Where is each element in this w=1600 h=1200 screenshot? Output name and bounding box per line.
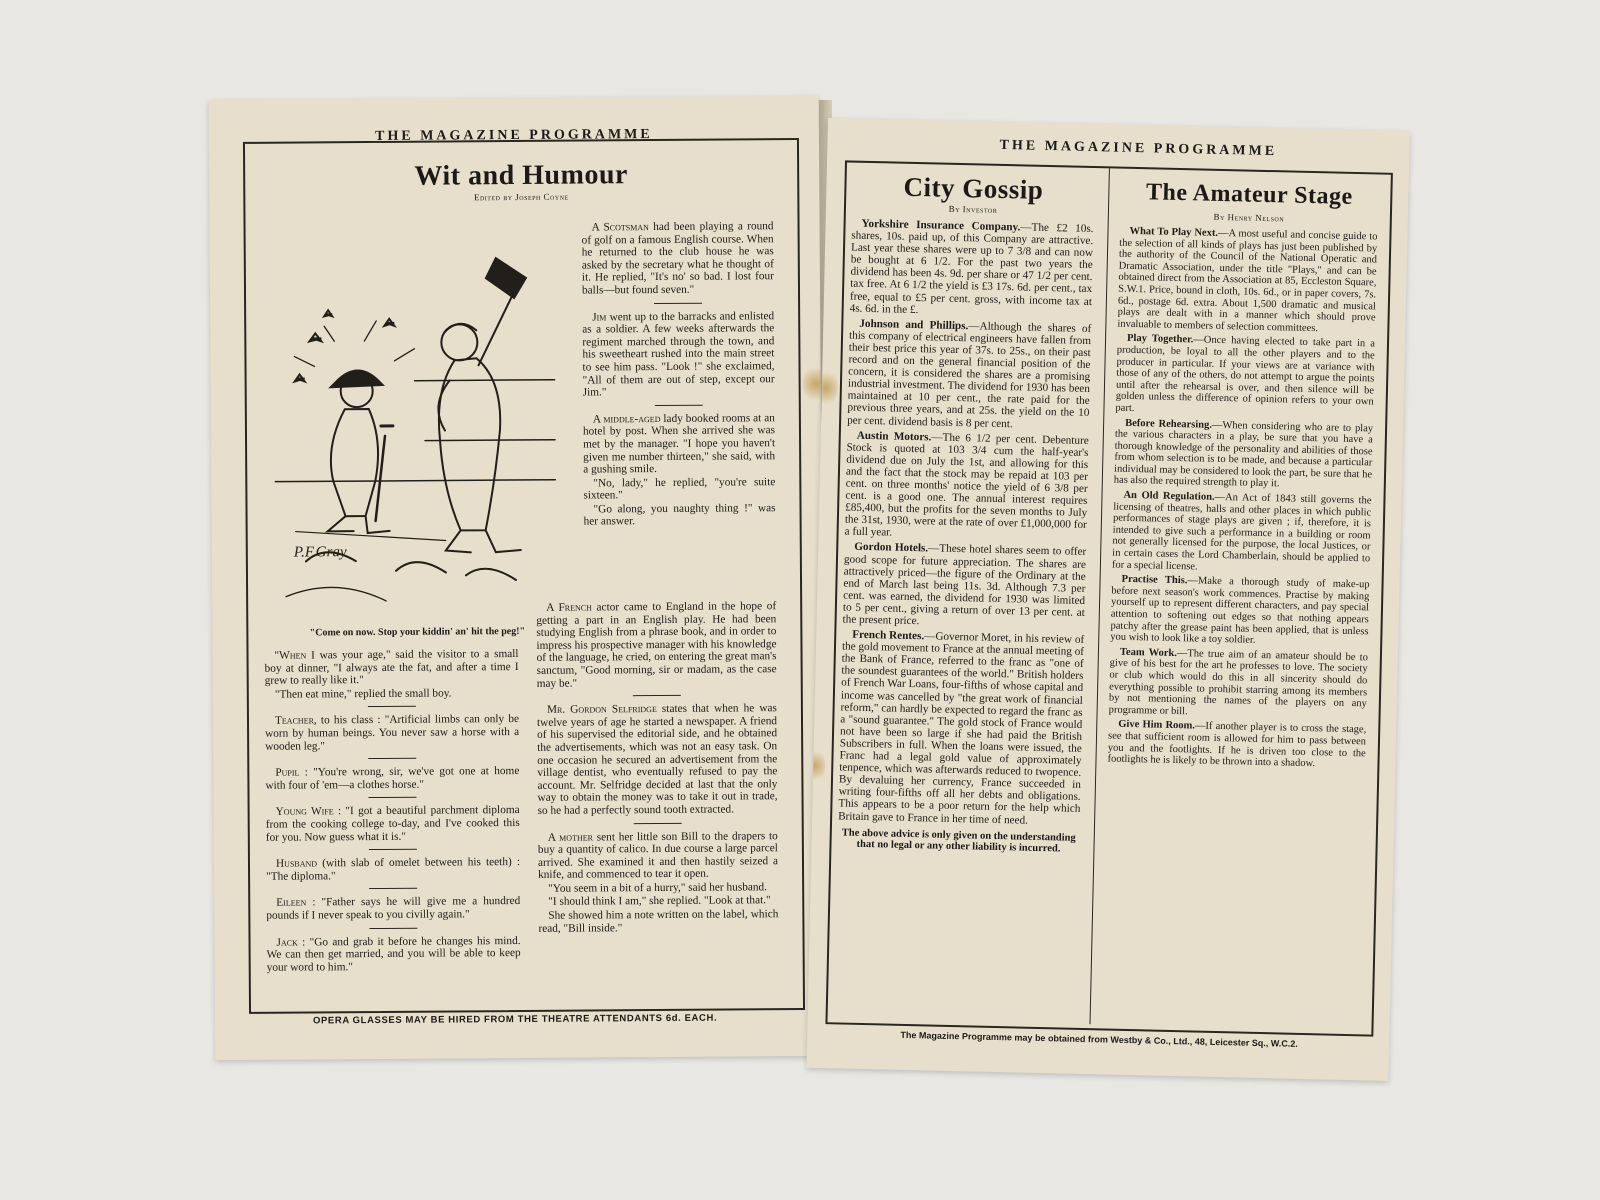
joke-lead: Jim (592, 310, 607, 324)
joke-paragraph (582, 310, 775, 399)
article-item-heading: Before Rehearsing. (1125, 417, 1213, 431)
left-page-frame (243, 138, 805, 1014)
joke-text: states that when he was twelve years of age he started a newspaper. A friend of his supervised the editorial side, and he obtained the advertisements, which was not an easy task. On one occasion he secured an advertisement from the village dentist, who eventually refused to pay the account. Mr. Selfridge decided at last that the only way to obtain the money was to take it out in trade, so he had a perfectly sound tooth extracted. (536, 702, 778, 817)
joke-text: sent her little son Bill to the drapers to buy a quantity of calico. In due course a large parcel arrived. She examined it and then hastily seized a knife, and commenced to tear it open. (537, 829, 779, 882)
article-item (838, 629, 1084, 828)
right-page (806, 118, 1409, 1081)
joke-separator (369, 888, 417, 889)
jokes-column-right-top (582, 220, 776, 529)
joke-lead: Teacher, (274, 714, 317, 728)
article-item (1117, 226, 1377, 336)
joke-text: "Father says he will give me a hundred pounds if I never speak to you civilly again." (266, 895, 521, 922)
joke-text: went up to the barracks and enlisted as a soldier. A few weeks afterwards the regiment marched through the town, and his sweetheart rushed into the main street to see him pass. "Look !" she exclaimed, "All of them are out of step, except our Jim." (582, 309, 775, 399)
amateur-stage-section (1107, 179, 1378, 774)
article-item (1109, 646, 1369, 721)
article-item (1115, 333, 1375, 420)
amateur-stage-text (1107, 226, 1377, 771)
article-item-heading: An Old Regulation. (1123, 489, 1215, 503)
joke-separator (369, 797, 417, 798)
joke-text: "I got a beautiful parchment diploma from the cooking college to-day, and I've cooked this for you. Now guess what it is." (265, 804, 520, 844)
joke-lead: Jack : (276, 935, 306, 949)
joke-separator (369, 849, 417, 850)
joke-separator (368, 706, 416, 707)
joke-paragraph (583, 412, 775, 476)
joke-paragraph (538, 830, 778, 882)
wit-humour-title: Wit and Humour (414, 159, 628, 192)
article-item-heading: Team Work. (1119, 646, 1178, 659)
joke-separator (634, 822, 682, 823)
article-item-heading: Play Together. (1126, 333, 1194, 346)
joke-paragraph (538, 895, 778, 909)
joke-paragraph (583, 502, 775, 529)
joke-paragraph (582, 220, 775, 297)
city-gossip-text (838, 218, 1094, 828)
liability-note: The above advice is only given on the understanding that no legal or any other liability is incurred. (841, 827, 1076, 855)
left-footer: OPERA GLASSES MAY BE HIRED FROM THE THEATRE ATTENDANTS 6d. EACH. (312, 1012, 718, 1027)
article-item (1110, 574, 1370, 649)
joke-lead: Eileen : (276, 896, 316, 910)
joke-separator (369, 927, 417, 928)
article-item (1112, 490, 1372, 577)
article-item-text: —A most useful and concise guide to the selection of all kinds of plays has just been published by the authority of the Council of the National Operatic and Dramatic Association, under the title "Plays," and can be obtained direct from the Association at 85, Eccleston Square, S.W.1. Price, bound in cloth, 10s. 6d., or in paper covers, 7s. 6d., postage 6d. extra. About 1,500 dramatic and musical plays are dealt with in a manner which should prove invaluable to members of selection committees. (1117, 227, 1378, 334)
joke-text: lady booked rooms at an hotel by post. When she arrived she was met by the manager. "I hope you haven't given me number thirteen," she said, with a gushing smile. (582, 411, 776, 476)
joke-separator (654, 302, 702, 303)
joke-text: to his class : "Artificial limbs can only be worn by human beings. You never saw a horse with a wooden leg." (265, 713, 520, 753)
joke-text: She showed him a note written on the label, which read, "Bill inside." (538, 908, 779, 935)
article-item (842, 541, 1086, 631)
joke-paragraph (538, 908, 778, 935)
article-item-heading: What To Play Next. (1129, 225, 1219, 239)
joke-paragraph (264, 648, 518, 688)
joke-separator (655, 404, 703, 405)
joke-paragraph (266, 856, 520, 883)
artist-signature: P.F.Gray (293, 544, 347, 561)
joke-paragraph (265, 687, 519, 701)
cartoon-illustration (264, 230, 567, 612)
joke-separator (633, 695, 681, 696)
joke-text: had been playing a round of golf on a famous English course. When he returned to the club house he was asked by the secretary what he thought of it. He replied, "It's no' so bad. I lost four balls—but found seven." (581, 220, 774, 297)
joke-paragraph (538, 881, 778, 895)
article-item (850, 218, 1094, 320)
article-item-text: —Once having elected to take part in a production, be loyal to all the other players and to the producer in particular. If your views are at variance with those of any of the others, do not attempt to argue the points until after the rehearsal is over, and then silence will be golden unless the difference of opinion refers to your own part. (1115, 334, 1376, 414)
article-item-text: —The £2 10s. shares, 10s. paid up, of this Company are attractive. Last year these shares were up to 7 3/8 and can now be bought at 6 1/2. For the past two years the dividend has been 4s. 9d. per share or 47 1/2 per cent. tax free. At 6 1/2 the yield is £3 17s. 6d. per cent., tax free, equal to £5 per cent. gross, with income tax at 4s. 6d. in the £. (849, 221, 1094, 316)
joke-paragraph (536, 600, 777, 690)
joke-lead: Pupil : (275, 766, 308, 779)
joke-paragraph (583, 476, 775, 503)
city-gossip-title: City Gossip (903, 171, 1044, 205)
cartoon-drawing (264, 230, 567, 612)
article-item-text: —The 6 1/2 per cent. Debenture Stock is quoted at 103 3/4 cum the half-year's dividend due on July the 1st, and allowing for this and the fact that the stock may be repaid at 103 per cent. on three months' notice the yield of 6 3/8 per cent. is a good one. The annual interest requires £85,400, but the profits for the seven months to July the 31st, 1930, were at the rate of over £1,000,000 for a full year. (844, 431, 1089, 539)
right-footer: The Magazine Programme may be obtained from Westby & Co., Ltd., 48, Leicester Sq., W.C.2. (900, 1029, 1298, 1049)
article-item-text: —These hotel shares seem to offer good scope for future appreciation. The shares are attractively priced—the figure of the Ordinary at the end of March last being 11s. 3d. Although 7.3 per cent. was earned, the dividend for 1930 was limited to 5 per cent., giving a return of over 13 per cent. at the present price. (842, 542, 1087, 628)
city-gossip-byline: By Investor (948, 203, 998, 215)
joke-paragraph (265, 713, 519, 753)
article-item (844, 429, 1088, 543)
joke-text: (with slab of omelet between his teeth) : "The diploma." (266, 856, 521, 883)
joke-text: "Then eat mine," replied the small boy. (274, 687, 452, 701)
joke-lead: Mr. Gordon Selfridge (546, 703, 657, 716)
joke-text: "I should think I am," she replied. "Look at that." (548, 894, 771, 909)
joke-text: "Go and grab it before he changes his mind. We can then get married, and you will be able to keep your word to him." (266, 934, 521, 974)
article-item-heading: Gordon Hotels. (854, 541, 929, 555)
joke-lead: A middle-aged (592, 412, 661, 426)
joke-lead: "When (274, 649, 307, 662)
article-item-heading: Johnson and Phillips. (859, 317, 969, 332)
joke-lead: A Scotsman (591, 221, 649, 234)
joke-lead: A French (546, 601, 592, 614)
joke-text: "You're wrong, sir, we've got one at home with four of 'em—a clothes horse." (265, 765, 520, 792)
joke-paragraph (266, 804, 520, 844)
article-item-text: —Governor Moret, in his review of the gold movement to France at the annual meeting of the Bank of France, referred to the franc as "one of the soundest guarantees of the world." British holders of French War Loans, four-fifths of whose capital and income was cancelled by "the great work of financial reform," can hardly be expected to regard the franc as a "sound guarantee." The gold stock of France would not have been so large if she had paid the British Subscribers in full. When the loans were issued, the Franc had a legal gold value of approximately tenpence, which was afterwards reduced to twopence. By devaluing her currency, France succeeded in writing four-fifths off all her debts and obligations. This appears to be a poor return for the help which Britain gave to France in her time of need. (838, 630, 1085, 827)
article-item-heading: Austin Motors. (856, 429, 932, 444)
article-item-heading: Practise This. (1121, 574, 1188, 587)
amateur-stage-title: The Amateur Stage (1145, 179, 1353, 210)
left-page (209, 96, 826, 1060)
article-item-text: —If another player is to cross the stage, see that sufficient room is allowed for him to pass between you and the footlights. If he is driven too close to the footlights he is likely to be thrown into a shadow. (1107, 720, 1367, 770)
right-running-head: THE MAGAZINE PROGRAMME (999, 137, 1278, 160)
article-item-heading: Give Him Room. (1118, 719, 1196, 732)
joke-paragraph (265, 765, 519, 792)
joke-paragraph (537, 702, 778, 817)
joke-lead: A mother (547, 830, 593, 844)
city-gossip-section (837, 171, 1094, 856)
joke-lead: Young Wife : (275, 805, 342, 819)
joke-text: "Go along, you naughty thing !" was her answer. (583, 502, 776, 529)
right-page-frame (825, 160, 1392, 1036)
jokes-column-right-bottom (536, 600, 778, 936)
article-item (1107, 719, 1366, 771)
article-item-text: —An Act of 1843 still governs the licensing of theatres, halls and other places in which public performances of stage plays are given ; if, therefore, it is intended to give such a performance in a building or room not generally licensed for the purpose, the local Justices, or in certain cases the Lord Chamberlain, should be applied to for a special license. (1111, 491, 1372, 573)
amateur-stage-byline: By Henry Nelson (1213, 211, 1285, 224)
article-item (847, 317, 1091, 431)
cartoon-caption: "Come on now. Stop your kiddin' an' hit the peg!" (309, 625, 526, 639)
joke-paragraph (266, 895, 520, 922)
article-item-heading: Yorkshire Insurance Company. (861, 217, 1021, 234)
joke-separator (368, 758, 416, 759)
article-item-text: —The true aim of an amateur should be to give of his best for the art he professes to love. The society or club which would do this in all sincerity should do everything possible to prohibit starring among its members by not mentioning the names of the players on any programme or bill. (1108, 647, 1369, 718)
column-divider (1090, 168, 1110, 1024)
article-item-text: —Make a thorough study of make-up before next season's work commences. Practise by making yourself up to represent different characters, and pay special attention to softening out edges so that nothing appears patchy after the grease paint has been applied, that is unless you wish to look like a toy soldier. (1110, 575, 1370, 647)
joke-text: actor came to England in the hope of getting a part in an English play. He had been studying English from a phrase book, and in order to impress his prospective manager with his knowledge of the language, he cried, on entering the great man's sanctum, "Good morning, sir or madam, as the case may be." (536, 600, 777, 690)
joke-paragraph (266, 934, 520, 974)
joke-text: "No, lady," he replied, "you're suite sixteen." (583, 475, 776, 502)
joke-lead: Husband (275, 857, 318, 870)
article-item (1114, 417, 1374, 492)
left-running-head: THE MAGAZINE PROGRAMME (375, 127, 653, 144)
jokes-column-left (264, 648, 520, 975)
article-item-text: —When considering who are to play the various characters in a play, be sure that you have a thorough knowledge of the personality and abilities of those from whom selection is to be made, and because a particular individual may be considered to look the part, be sure that he has also the required strength to play it. (1113, 419, 1374, 490)
joke-text: "You seem in a bit of a hurry," said her husband. (548, 881, 768, 895)
wit-humour-byline: Edited by Joseph Coyne (473, 191, 569, 203)
article-item-text: —Although the shares of this company of electrical engineers have fallen from their best price this year of 37s. to 25s., on their past record and on the general financial position of the concern, it is considered the shares are a promising industrial investment. The dividend for 1930 has been maintained at 10 per cent., the rate paid for the previous three years, and at 25s. the yield on the 10 per cent. dividend basis is 8 per cent. (847, 319, 1092, 430)
article-item-heading: French Rentes. (852, 628, 925, 643)
joke-text: I was your age," said the visitor to a small boy at dinner, "I always ate the fat, and after a time I grew to really like it." (264, 647, 519, 687)
